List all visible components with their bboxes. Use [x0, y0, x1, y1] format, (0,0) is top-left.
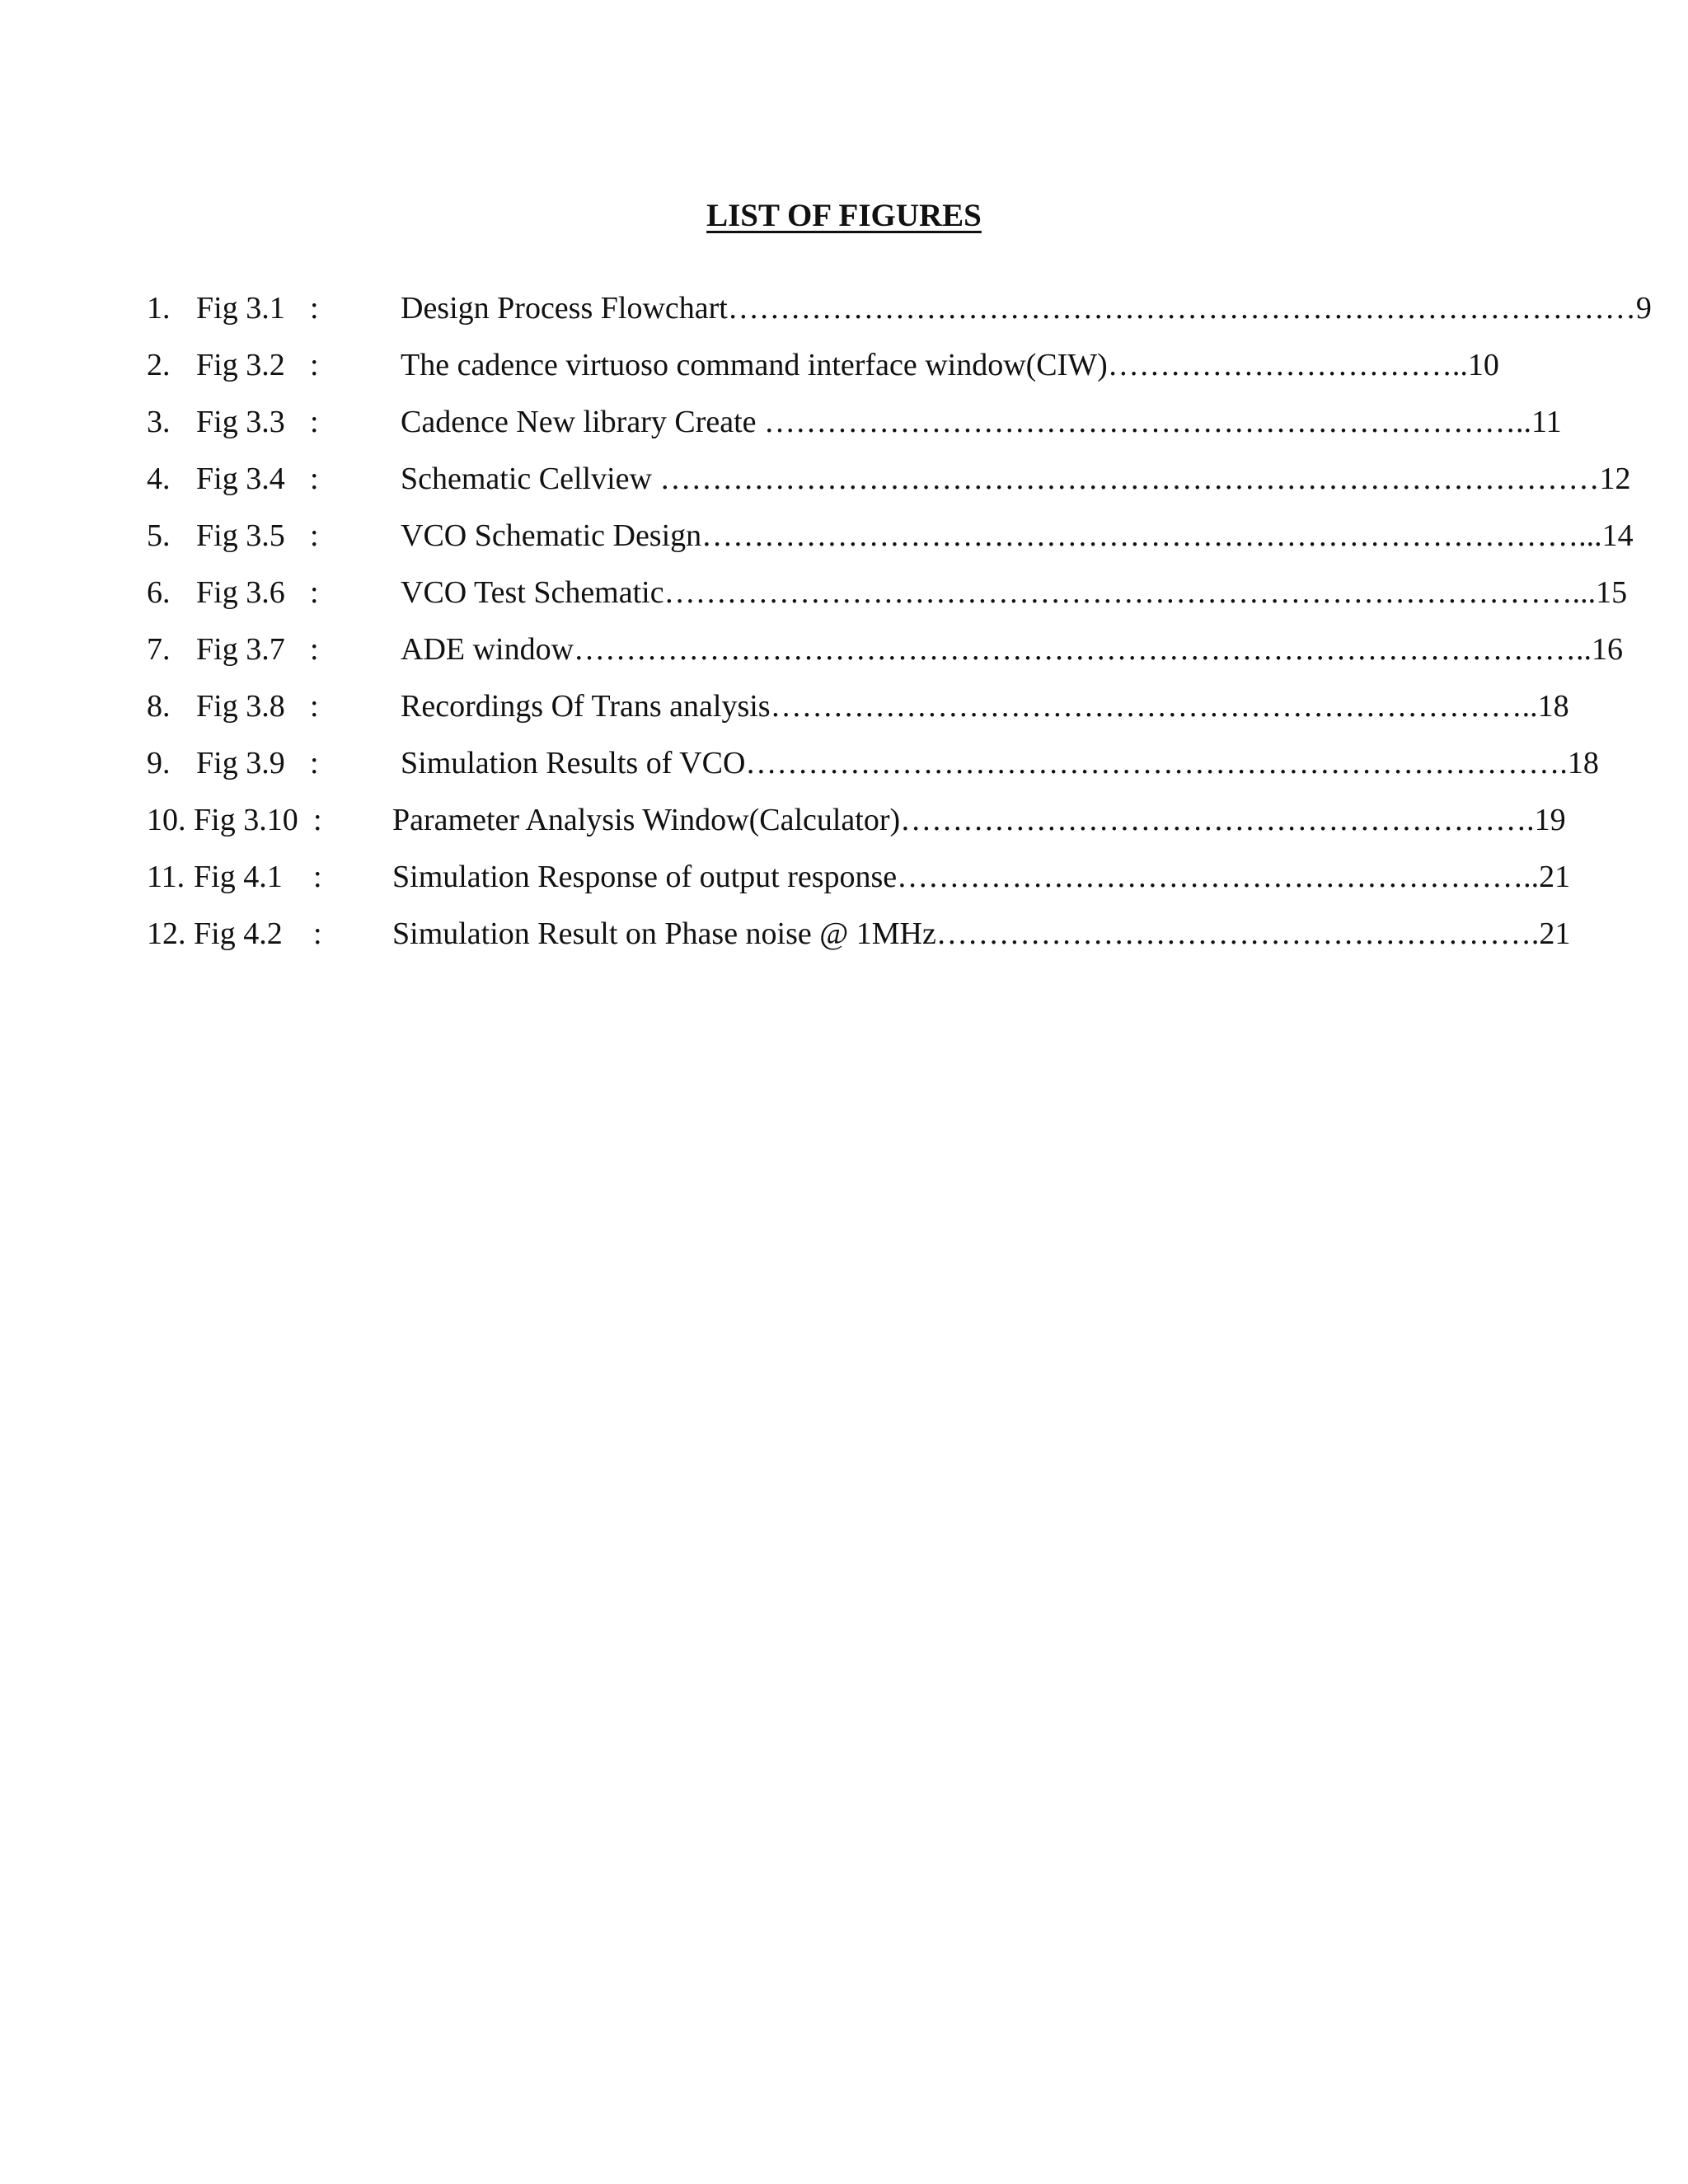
- figure-list-item: [0, 516, 1688, 555]
- figure-entry: Design Process Flowchart……………………………………………………………………………9: [401, 291, 1652, 326]
- separator-colon: :: [313, 860, 322, 894]
- figure-label: Fig 3.2: [196, 348, 285, 382]
- figure-label: Fig 3.9: [196, 746, 285, 780]
- separator-colon: :: [310, 575, 319, 610]
- item-number: 4.: [147, 462, 171, 496]
- figure-label: Fig 3.3: [196, 405, 285, 439]
- figure-label: Fig 3.6: [196, 575, 285, 610]
- figure-label: Fig 4.2: [194, 916, 283, 951]
- item-number: 8.: [147, 689, 171, 724]
- figure-list-item: [0, 914, 1688, 954]
- figure-label: Fig 3.8: [196, 689, 285, 724]
- item-number: 3.: [147, 405, 171, 439]
- item-number: 5.: [147, 518, 171, 553]
- separator-colon: :: [310, 746, 319, 780]
- item-number: 11.: [147, 860, 185, 894]
- figure-entry: Simulation Results of VCO…………………………………………………………………….18: [401, 746, 1599, 780]
- item-number: 6.: [147, 575, 171, 610]
- separator-colon: :: [310, 689, 319, 724]
- separator-colon: :: [310, 632, 319, 667]
- figure-entry: Recordings Of Trans analysis………………………………………………………………..18: [401, 689, 1569, 724]
- separator-colon: :: [310, 405, 319, 439]
- figure-entry: Cadence New library Create ………………………………………………………………..11: [401, 405, 1562, 439]
- figure-entry: VCO Schematic Design…………………………………………………………………………...14: [401, 518, 1634, 553]
- figure-entry: Simulation Result on Phase noise @ 1MHz………………………………………………….21: [392, 916, 1571, 951]
- heading-text: LIST OF FIGURES: [706, 198, 982, 233]
- figure-entry: The cadence virtuoso command interface window(CIW)……………………………..10: [401, 348, 1499, 382]
- figure-list-item: [0, 459, 1688, 499]
- figure-list-item: [0, 800, 1688, 840]
- item-number: 12.: [147, 916, 186, 951]
- figure-label: Fig 4.1: [194, 860, 283, 894]
- separator-colon: :: [310, 518, 319, 553]
- figure-list-item: [0, 630, 1688, 669]
- item-number: 1.: [147, 291, 171, 326]
- figure-entry: VCO Test Schematic……………………………………………………………………………...15: [401, 575, 1628, 610]
- figure-entry: Simulation Response of output response……………………………………………………..21: [392, 860, 1571, 894]
- figure-label: Fig 3.7: [196, 632, 285, 667]
- figure-list-item: [0, 573, 1688, 612]
- figure-label: Fig 3.1: [196, 291, 285, 326]
- figure-list-item: [0, 857, 1688, 897]
- figure-list-item: [0, 345, 1688, 385]
- figure-list-item: [0, 402, 1688, 442]
- figure-list-item: [0, 743, 1688, 783]
- item-number: 9.: [147, 746, 171, 780]
- figure-entry: ADE window……………………………………………………………………………………..16: [401, 632, 1624, 667]
- figure-entry: Schematic Cellview ………………………………………………………………………………12: [401, 462, 1631, 496]
- page-title: [0, 196, 1688, 236]
- figure-entry: Parameter Analysis Window(Calculator)…………………………………………………….19: [392, 803, 1566, 837]
- figure-label: Fig 3.5: [196, 518, 285, 553]
- item-number: 7.: [147, 632, 171, 667]
- figure-label: Fig 3.10: [194, 803, 298, 837]
- separator-colon: :: [313, 916, 322, 951]
- separator-colon: :: [310, 462, 319, 496]
- figure-label: Fig 3.4: [196, 462, 285, 496]
- separator-colon: :: [313, 803, 322, 837]
- figure-list-item: [0, 687, 1688, 726]
- figure-list-item: [0, 288, 1688, 328]
- item-number: 10.: [147, 803, 186, 837]
- item-number: 2.: [147, 348, 171, 382]
- separator-colon: :: [310, 291, 319, 326]
- separator-colon: :: [310, 348, 319, 382]
